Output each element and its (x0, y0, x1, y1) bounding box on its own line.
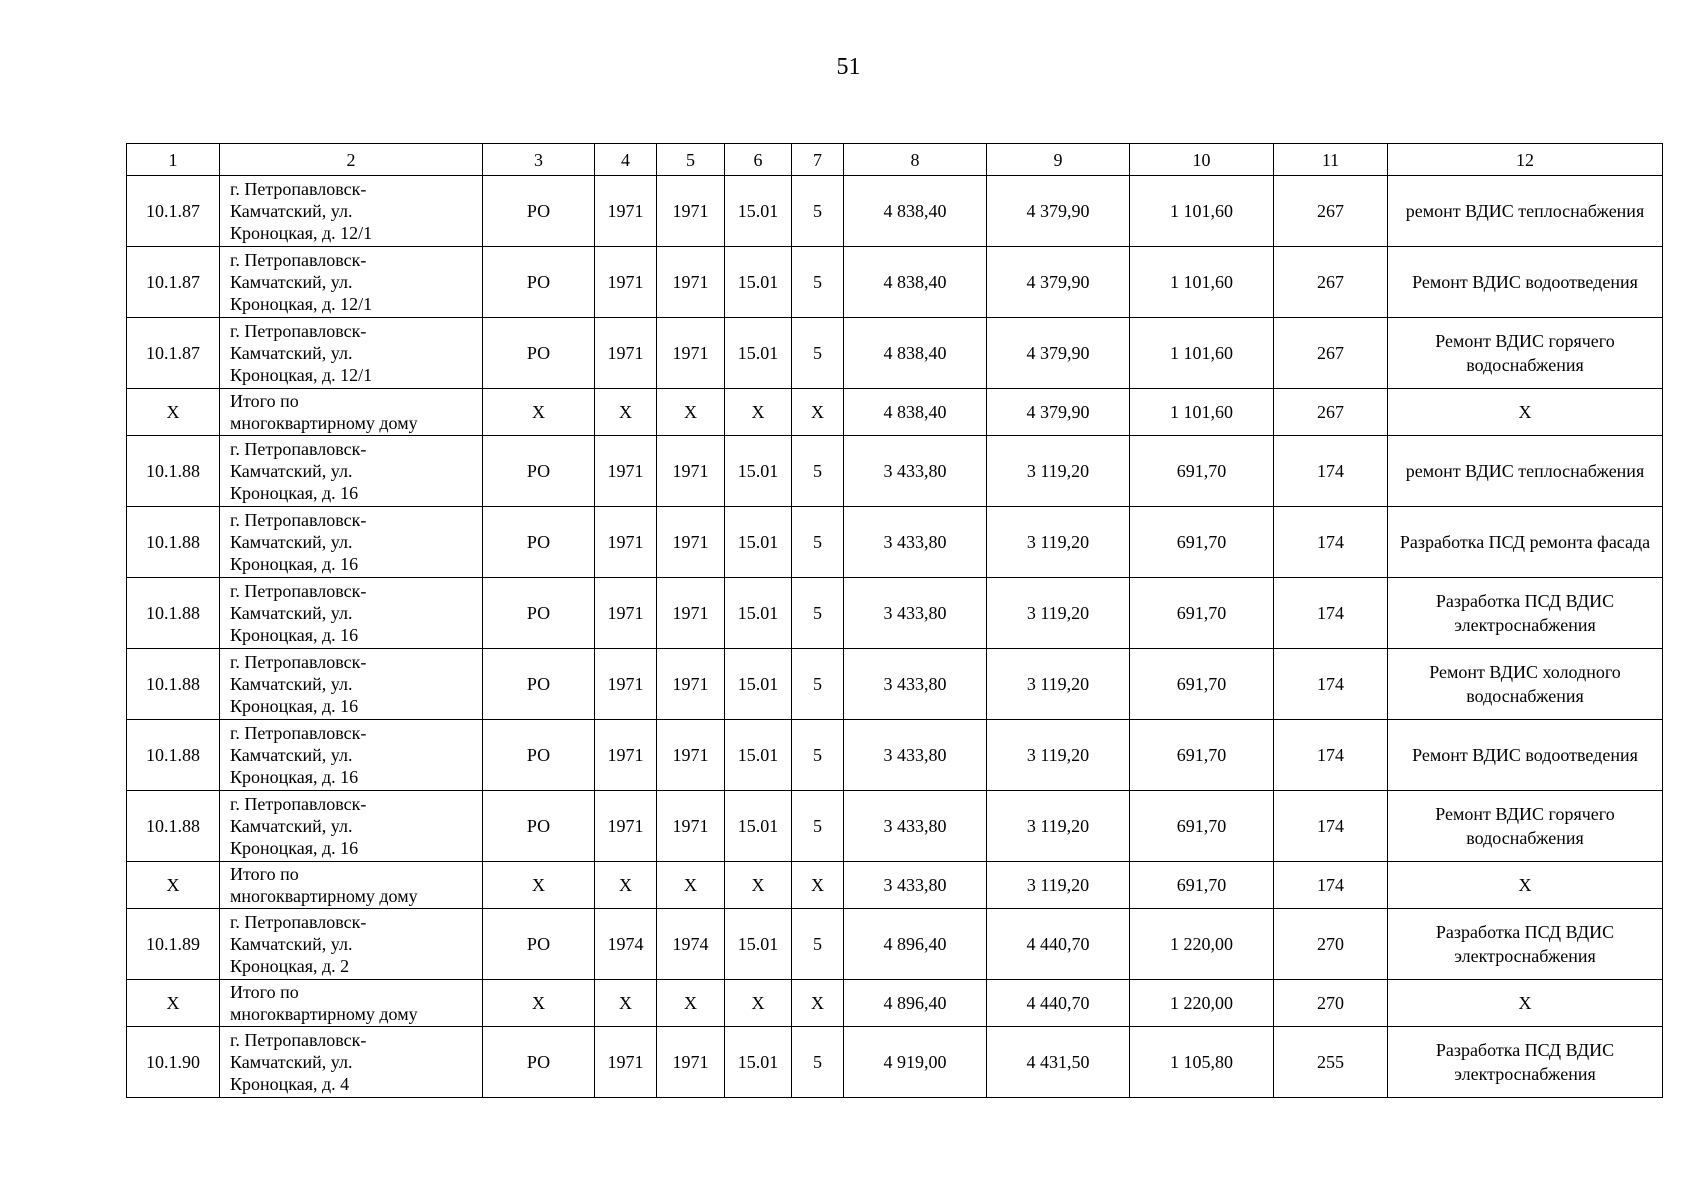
table-row (127, 507, 1663, 578)
column-header: 10 (1130, 144, 1274, 176)
table-cell: г. Петропавловск- Камчатский, ул. Кроноцкая, д. 2 (220, 909, 483, 980)
table-cell: г. Петропавловск- Камчатский, ул. Кроноцкая, д. 16 (220, 720, 483, 791)
table-cell: РО (483, 791, 595, 862)
table-cell: 1 101,60 (1130, 176, 1274, 247)
table-cell: 3 119,20 (987, 791, 1130, 862)
table-cell: 3 433,80 (844, 578, 987, 649)
table-cell: 3 119,20 (987, 862, 1130, 909)
table-cell: 1971 (595, 1027, 657, 1098)
table-cell: ремонт ВДИС теплоснабжения (1388, 176, 1663, 247)
table-cell: 1971 (657, 318, 725, 389)
table-cell: 3 119,20 (987, 507, 1130, 578)
table-cell: 1971 (595, 507, 657, 578)
table-cell: РО (483, 720, 595, 791)
table-cell: 4 896,40 (844, 909, 987, 980)
table-cell: 5 (792, 578, 844, 649)
table-cell: Итого по многоквартирному дому (220, 389, 483, 436)
column-header: 9 (987, 144, 1130, 176)
table-cell: 15.01 (725, 176, 792, 247)
table-cell: Х (483, 980, 595, 1027)
table-cell: г. Петропавловск- Камчатский, ул. Кроноцкая, д. 12/1 (220, 318, 483, 389)
table-cell: 5 (792, 791, 844, 862)
table-cell: 255 (1274, 1027, 1388, 1098)
table-cell: Х (127, 389, 220, 436)
table-cell: Х (1388, 862, 1663, 909)
table-cell: 5 (792, 436, 844, 507)
table-cell: 1971 (657, 649, 725, 720)
table-cell: Х (1388, 980, 1663, 1027)
table-cell: 10.1.88 (127, 720, 220, 791)
table-cell: РО (483, 318, 595, 389)
table-cell: Х (657, 389, 725, 436)
table-cell: Х (595, 862, 657, 909)
table-cell: 1974 (657, 909, 725, 980)
table-cell: 10.1.87 (127, 318, 220, 389)
table-cell: 15.01 (725, 318, 792, 389)
table-cell: Разработка ПСД ВДИС электроснабжения (1388, 909, 1663, 980)
table-cell: 174 (1274, 507, 1388, 578)
table-cell: Разработка ПСД ВДИС электроснабжения (1388, 578, 1663, 649)
table-cell: Х (725, 862, 792, 909)
table-cell: 10.1.89 (127, 909, 220, 980)
table-cell: Ремонт ВДИС водоотведения (1388, 247, 1663, 318)
column-header: 2 (220, 144, 483, 176)
table-cell: 1971 (657, 436, 725, 507)
table-cell: 270 (1274, 909, 1388, 980)
table-row (127, 176, 1663, 247)
table-cell: 10.1.87 (127, 247, 220, 318)
table-cell: Х (483, 389, 595, 436)
table-cell: 10.1.88 (127, 649, 220, 720)
table-cell: 10.1.88 (127, 578, 220, 649)
table-cell: 15.01 (725, 791, 792, 862)
total-row (127, 862, 1663, 909)
table-cell: РО (483, 176, 595, 247)
table-cell: 691,70 (1130, 862, 1274, 909)
column-header: 8 (844, 144, 987, 176)
table-cell: г. Петропавловск- Камчатский, ул. Кроноцкая, д. 4 (220, 1027, 483, 1098)
table-row (127, 720, 1663, 791)
data-table (126, 143, 1663, 1098)
table-cell: 267 (1274, 176, 1388, 247)
total-row (127, 389, 1663, 436)
table-row (127, 578, 1663, 649)
table-cell: РО (483, 1027, 595, 1098)
table-cell: РО (483, 247, 595, 318)
column-header: 3 (483, 144, 595, 176)
header-row (127, 144, 1663, 176)
table-cell: 4 838,40 (844, 247, 987, 318)
table-cell: г. Петропавловск- Камчатский, ул. Кроноцкая, д. 16 (220, 791, 483, 862)
table-cell: 5 (792, 507, 844, 578)
table-cell: Х (1388, 389, 1663, 436)
table-cell: 15.01 (725, 578, 792, 649)
column-header: 12 (1388, 144, 1663, 176)
table-cell: 174 (1274, 791, 1388, 862)
table-cell: 1971 (657, 791, 725, 862)
table-cell: г. Петропавловск- Камчатский, ул. Кроноцкая, д. 12/1 (220, 247, 483, 318)
table-cell: г. Петропавловск- Камчатский, ул. Кроноцкая, д. 16 (220, 507, 483, 578)
table-cell: 15.01 (725, 1027, 792, 1098)
table-header (127, 144, 1663, 176)
table-cell: Ремонт ВДИС водоотведения (1388, 720, 1663, 791)
table-cell: Х (792, 862, 844, 909)
table-cell: Х (792, 389, 844, 436)
table-row (127, 649, 1663, 720)
table-cell: 267 (1274, 389, 1388, 436)
table-cell: Ремонт ВДИС холодного водоснабжения (1388, 649, 1663, 720)
table-cell: 691,70 (1130, 791, 1274, 862)
table-cell: 174 (1274, 436, 1388, 507)
column-header: 5 (657, 144, 725, 176)
table-cell: 1 101,60 (1130, 318, 1274, 389)
table-cell: 3 119,20 (987, 649, 1130, 720)
table-cell: Х (792, 980, 844, 1027)
table-cell: 4 379,90 (987, 176, 1130, 247)
table-cell: г. Петропавловск- Камчатский, ул. Кроноцкая, д. 16 (220, 649, 483, 720)
table-cell: 4 379,90 (987, 247, 1130, 318)
table-cell: 4 431,50 (987, 1027, 1130, 1098)
table-cell: Х (725, 389, 792, 436)
table-cell: 1971 (657, 247, 725, 318)
table-cell: РО (483, 507, 595, 578)
table-cell: 4 838,40 (844, 318, 987, 389)
table-cell: 5 (792, 247, 844, 318)
table-cell: 5 (792, 318, 844, 389)
table-cell: 3 119,20 (987, 578, 1130, 649)
table-cell: 10.1.88 (127, 507, 220, 578)
table-cell: 1 101,60 (1130, 247, 1274, 318)
table-cell: 10.1.88 (127, 791, 220, 862)
table-cell: Разработка ПСД ВДИС электроснабжения (1388, 1027, 1663, 1098)
table-cell: 4 440,70 (987, 909, 1130, 980)
table-row (127, 318, 1663, 389)
table-cell: 3 433,80 (844, 791, 987, 862)
table-cell: 3 119,20 (987, 436, 1130, 507)
table-cell: 5 (792, 649, 844, 720)
table-cell: 1 220,00 (1130, 909, 1274, 980)
table-cell: 691,70 (1130, 578, 1274, 649)
column-header: 11 (1274, 144, 1388, 176)
table-cell: 174 (1274, 649, 1388, 720)
table-body (127, 176, 1663, 1098)
table-cell: Разработка ПСД ремонта фасада (1388, 507, 1663, 578)
table-cell: г. Петропавловск- Камчатский, ул. Кроноцкая, д. 16 (220, 578, 483, 649)
table-cell: 5 (792, 1027, 844, 1098)
table-cell: 691,70 (1130, 649, 1274, 720)
table-cell: 10.1.87 (127, 176, 220, 247)
table-cell: 1971 (595, 720, 657, 791)
table-cell: 1971 (595, 318, 657, 389)
table-cell: 1971 (657, 720, 725, 791)
total-row (127, 980, 1663, 1027)
table-cell: 15.01 (725, 649, 792, 720)
table-cell: 3 433,80 (844, 436, 987, 507)
table-cell: 1974 (595, 909, 657, 980)
column-header: 4 (595, 144, 657, 176)
table-cell: 10.1.90 (127, 1027, 220, 1098)
table-cell: 15.01 (725, 507, 792, 578)
table-cell: 691,70 (1130, 507, 1274, 578)
table-cell: 1971 (595, 436, 657, 507)
table-cell: 4 838,40 (844, 389, 987, 436)
column-header: 1 (127, 144, 220, 176)
table-row (127, 791, 1663, 862)
table-cell: Х (657, 980, 725, 1027)
table-cell: 3 433,80 (844, 649, 987, 720)
table-cell: Х (127, 862, 220, 909)
table-cell: 4 379,90 (987, 389, 1130, 436)
table-cell: Ремонт ВДИС горячего водоснабжения (1388, 318, 1663, 389)
table-cell: Х (483, 862, 595, 909)
table-cell: Ремонт ВДИС горячего водоснабжения (1388, 791, 1663, 862)
table-cell: 270 (1274, 980, 1388, 1027)
table-cell: 1971 (595, 791, 657, 862)
table-cell: 5 (792, 176, 844, 247)
table-cell: 1971 (657, 176, 725, 247)
column-header: 7 (792, 144, 844, 176)
table-cell: 1 101,60 (1130, 389, 1274, 436)
table-cell: 5 (792, 909, 844, 980)
table-cell: 174 (1274, 578, 1388, 649)
table-cell: 4 838,40 (844, 176, 987, 247)
table-cell: 1 220,00 (1130, 980, 1274, 1027)
table-cell: 1971 (595, 176, 657, 247)
table-cell: Итого по многоквартирному дому (220, 980, 483, 1027)
table-cell: 4 440,70 (987, 980, 1130, 1027)
table-cell: 10.1.88 (127, 436, 220, 507)
table-cell: 15.01 (725, 720, 792, 791)
table-cell: 174 (1274, 720, 1388, 791)
table-cell: 15.01 (725, 247, 792, 318)
table-cell: 3 433,80 (844, 862, 987, 909)
table-cell: 1971 (595, 578, 657, 649)
table-cell: 691,70 (1130, 436, 1274, 507)
table-cell: 5 (792, 720, 844, 791)
table-cell: Х (595, 389, 657, 436)
table-cell: 15.01 (725, 909, 792, 980)
table-cell: 3 433,80 (844, 507, 987, 578)
table-cell: 174 (1274, 862, 1388, 909)
table-cell: 1971 (595, 247, 657, 318)
table-row (127, 1027, 1663, 1098)
table-cell: ремонт ВДИС теплоснабжения (1388, 436, 1663, 507)
table-cell: РО (483, 649, 595, 720)
table-cell: 267 (1274, 318, 1388, 389)
table-cell: РО (483, 909, 595, 980)
page-number: 51 (836, 54, 861, 80)
table-cell: РО (483, 436, 595, 507)
table-cell: Х (725, 980, 792, 1027)
table-cell: 15.01 (725, 436, 792, 507)
table-cell: 3 119,20 (987, 720, 1130, 791)
table-cell: Итого по многоквартирному дому (220, 862, 483, 909)
table-row (127, 436, 1663, 507)
table-cell: г. Петропавловск- Камчатский, ул. Кроноцкая, д. 12/1 (220, 176, 483, 247)
table-row (127, 909, 1663, 980)
table-cell: 1 105,80 (1130, 1027, 1274, 1098)
table-cell: 1971 (657, 507, 725, 578)
table-cell: 691,70 (1130, 720, 1274, 791)
table-cell: 4 919,00 (844, 1027, 987, 1098)
table-cell: 4 379,90 (987, 318, 1130, 389)
table-cell: 1971 (657, 1027, 725, 1098)
table-cell: Х (127, 980, 220, 1027)
table-cell: Х (657, 862, 725, 909)
table-cell: г. Петропавловск- Камчатский, ул. Кроноцкая, д. 16 (220, 436, 483, 507)
table-cell: 3 433,80 (844, 720, 987, 791)
table-cell: 1971 (657, 578, 725, 649)
table-cell: РО (483, 578, 595, 649)
table-cell: Х (595, 980, 657, 1027)
table-cell: 4 896,40 (844, 980, 987, 1027)
column-header: 6 (725, 144, 792, 176)
table-cell: 267 (1274, 247, 1388, 318)
table-cell: 1971 (595, 649, 657, 720)
table-row (127, 247, 1663, 318)
